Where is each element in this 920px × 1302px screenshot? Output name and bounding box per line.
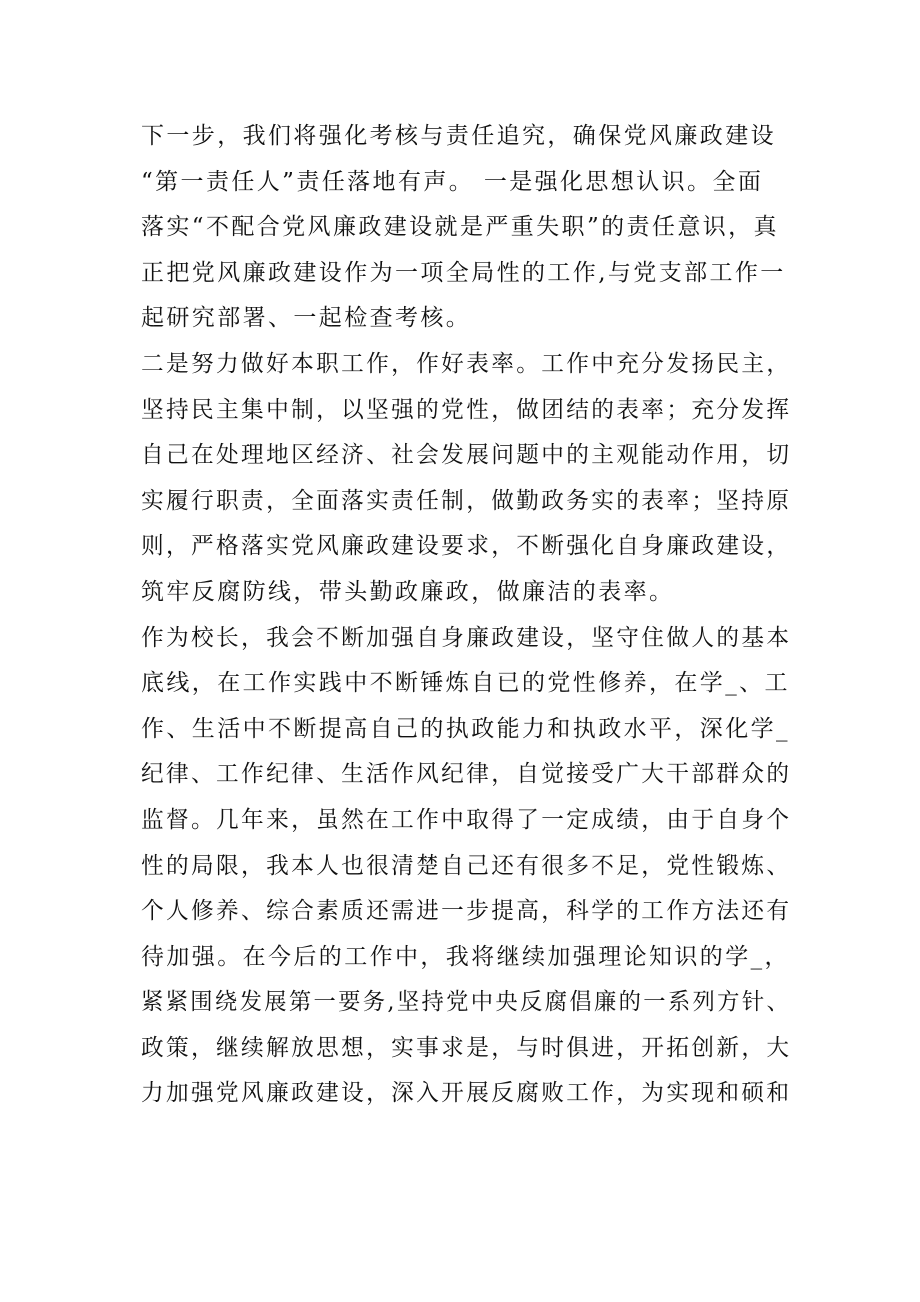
text-line: 坚持民主集中制，以坚强的党性，做团结的表率；充分发挥: [141, 396, 792, 423]
text-line: 自己在处理地区经济、社会发展问题中的主观能动作用，切: [141, 442, 792, 469]
text-line: 个人修养、综合素质还需进一步提高，科学的工作方法还有: [141, 898, 792, 925]
text-line: “第一责任人”责任落地有声。 一是强化思想认识。全面: [141, 168, 764, 195]
text-line: 紧紧围绕发展第一要务,坚持党中央反腐倡廉的一系列方针、: [141, 989, 792, 1016]
text-line: 性的局限，我本人也很清楚自己还有很多不足，党性锻炼、: [141, 852, 792, 879]
text-line: 实履行职责，全面落实责任制，做勤政务实的表率；坚持原: [141, 487, 792, 514]
text-line: 二是努力做好本职工作，作好表率。工作中充分发扬民主，: [141, 350, 792, 377]
text-line: 作、生活中不断提高自己的执政能力和执政水平，深化学_: [141, 715, 790, 742]
text-line: 则，严格落实党风廉政建设要求，不断强化自身廉政建设，: [141, 533, 792, 560]
text-line: 筑牢反腐防线，带头勤政廉政，做廉洁的表率。: [141, 578, 675, 605]
text-line: 待加强。在今后的工作中，我将继续加强理论知识的学_，: [141, 943, 790, 970]
text-line: 底线，在工作实践中不断锤炼自已的党性修养，在学_、工: [141, 670, 790, 697]
text-line: 纪律、工作纪律、生活作风纪律，自觉接受广大干部群众的: [141, 761, 792, 788]
text-line: 起研究部署、一起检查考核。: [141, 305, 472, 332]
body-text: [141, 114, 791, 1117]
text-line: 监督。几年来，虽然在工作中取得了一定成绩，由于自身个: [141, 806, 792, 833]
text-line: 正把党风廉政建设作为一项全局性的工作,与党支部工作一: [141, 259, 786, 286]
text-line: 作为校长，我会不断加强自身廉政建设，坚守住做人的基本: [141, 624, 792, 651]
text-line: 力加强党风廉政建设，深入开展反腐败工作，为实现和硕和: [141, 1080, 792, 1107]
text-line: 政策，继续解放思想，实事求是，与时俱进，开拓创新，大: [141, 1034, 792, 1061]
text-line: 落实“不配合党风廉政建设就是严重失职”的责任意识，真: [141, 214, 779, 241]
text-line: 下一步，我们将强化考核与责任追究，确保党风廉政建设: [141, 123, 776, 149]
